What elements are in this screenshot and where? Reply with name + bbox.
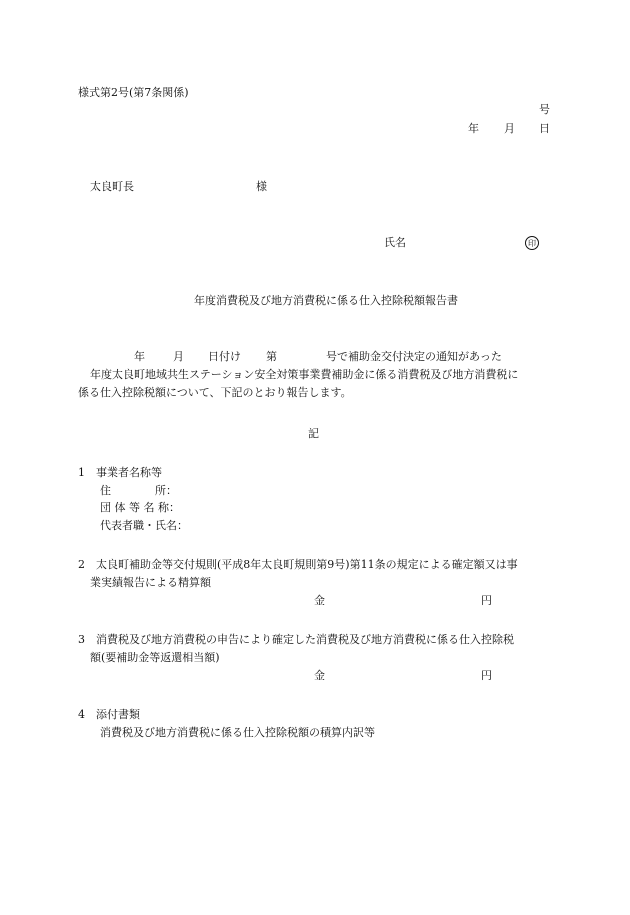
section3-kin: 金 bbox=[314, 669, 325, 682]
section4-title: 4 添付書類 bbox=[78, 708, 140, 721]
number-label: 号 bbox=[539, 103, 550, 116]
intro-line1-end: 号で補助金交付決定の通知があった bbox=[326, 350, 502, 363]
representative-label: 代表者職・氏名： bbox=[100, 519, 188, 532]
seal-mark: 印 bbox=[525, 236, 539, 250]
section1-title: 1 事業者名称等 bbox=[78, 466, 162, 479]
addressee-honorific: 様 bbox=[256, 180, 267, 193]
intro-line3: 係る仕入控除税額について、下記のとおり報告します。 bbox=[78, 386, 352, 399]
section3-line1: 3 消費税及び地方消費税の申告により確定した消費税及び地方消費税に係る仕入控除税 bbox=[78, 633, 514, 646]
address-label: 住 所： bbox=[100, 484, 177, 497]
date-year-label: 年 bbox=[468, 122, 479, 135]
date-day-label: 日 bbox=[539, 122, 550, 135]
section2-line1: 2 太良町補助金等交付規則(平成8年太良町規則第9号)第11条の規定による確定額又は事 bbox=[78, 558, 518, 571]
intro-date-dated: 日付け bbox=[208, 350, 241, 363]
section2-yen: 円 bbox=[481, 594, 492, 607]
document-title: 年度消費税及び地方消費税に係る仕入控除税額報告書 bbox=[194, 294, 458, 307]
org-name-label: 団 体 等 名 称： bbox=[100, 501, 180, 514]
ki-heading: 記 bbox=[308, 427, 319, 440]
applicant-name-label: 氏名 bbox=[384, 236, 406, 249]
section2-line2: 業実績報告による精算額 bbox=[90, 576, 211, 589]
intro-ref-no: 第 bbox=[266, 350, 277, 363]
section3-line2: 額(要補助金等返還相当額) bbox=[90, 651, 220, 664]
intro-date-month: 月 bbox=[173, 350, 184, 363]
date-month-label: 月 bbox=[504, 122, 515, 135]
addressee-name: 太良町長 bbox=[90, 180, 134, 193]
section2-kin: 金 bbox=[314, 594, 325, 607]
attachment-item: 消費税及び地方消費税に係る仕入控除税額の積算内訳等 bbox=[100, 726, 375, 739]
intro-line2: 年度太良町地域共生ステーション安全対策事業費補助金に係る消費税及び地方消費税に bbox=[90, 368, 519, 381]
form-number: 様式第2号(第7条関係) bbox=[78, 86, 189, 99]
section3-yen: 円 bbox=[481, 669, 492, 682]
intro-date-year: 年 bbox=[134, 350, 145, 363]
